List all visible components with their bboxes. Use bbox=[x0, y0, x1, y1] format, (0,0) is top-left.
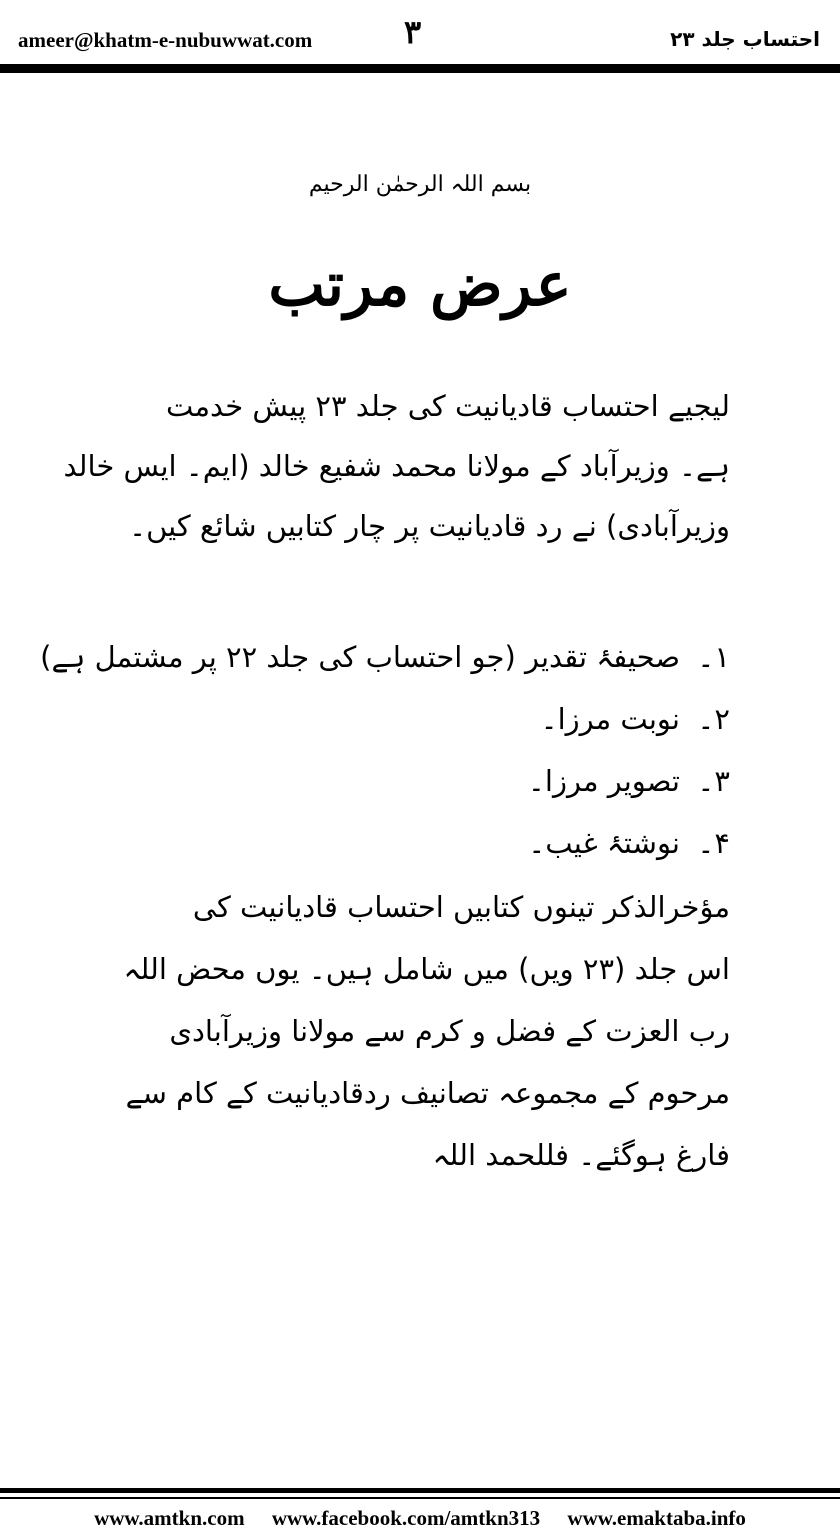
closing-paragraph bbox=[123, 876, 730, 1186]
header-rule bbox=[0, 64, 840, 73]
page-footer bbox=[0, 1504, 840, 1532]
list-text: نوبت مرزا۔ bbox=[540, 702, 680, 736]
list-text: صحیفۂ تقدیر (جو احتساب کی جلد ۲۲ پر مشتمل ہے) bbox=[40, 640, 680, 674]
list-text: نوشتۂ غیب۔ bbox=[528, 826, 680, 860]
intro-line: لیجیے احتساب قادیانیت کی جلد ۲۳ پیش خدمت bbox=[166, 389, 730, 423]
list-item bbox=[40, 688, 730, 750]
bismillah: بسم اللہ الرحمٰن الرحیم bbox=[308, 172, 532, 197]
closing-line: مرحوم کے مجموعہ تصانیف ردقادیانیت کے کام سے bbox=[125, 1076, 730, 1110]
footer-link-emaktaba[interactable]: www.emaktaba.info bbox=[567, 1506, 746, 1530]
closing-line: مؤخرالذکر تینوں کتابیں احتساب قادیانیت کی bbox=[192, 890, 730, 924]
list-number: ۱۔ bbox=[697, 640, 730, 674]
footer-link-facebook[interactable]: www.facebook.com/amtkn313 bbox=[271, 1506, 541, 1530]
closing-line: فارغ ہوگئے۔ فللحمد اللہ bbox=[432, 1138, 730, 1172]
list-text: تصویر مرزا۔ bbox=[527, 764, 680, 798]
footer-link-amtkn[interactable]: www.amtkn.com bbox=[94, 1506, 245, 1530]
intro-paragraph bbox=[63, 376, 730, 556]
list-number: ۲۔ bbox=[697, 702, 730, 736]
page-title: عرض مرتب bbox=[268, 250, 572, 320]
book-list bbox=[40, 626, 730, 874]
page-header bbox=[0, 0, 840, 62]
intro-line: وزیرآبادی) نے رد قادیانیت پر چار کتابیں شائع کیں۔ bbox=[129, 509, 730, 543]
list-item bbox=[40, 750, 730, 812]
footer-rule-thin bbox=[0, 1497, 840, 1499]
page-number: ۳ bbox=[404, 13, 422, 51]
list-item bbox=[40, 812, 730, 874]
volume-label: احتساب جلد ۲۳ bbox=[670, 27, 820, 51]
list-number: ۳۔ bbox=[697, 764, 730, 798]
closing-line: رب العزت کے فضل و کرم سے مولانا وزیرآبادی bbox=[169, 1014, 730, 1048]
header-email[interactable]: ameer@khatm-e-nubuwwat.com bbox=[18, 28, 313, 52]
list-item bbox=[40, 626, 730, 688]
closing-line: اس جلد (۲۳ ویں) میں شامل ہیں۔ یوں محض اللہ bbox=[123, 952, 730, 986]
intro-line: ہے۔ وزیرآباد کے مولانا محمد شفیع خالد (ایم۔ ایس خالد bbox=[63, 449, 730, 483]
footer-rule bbox=[0, 1488, 840, 1493]
list-number: ۴۔ bbox=[697, 826, 730, 860]
